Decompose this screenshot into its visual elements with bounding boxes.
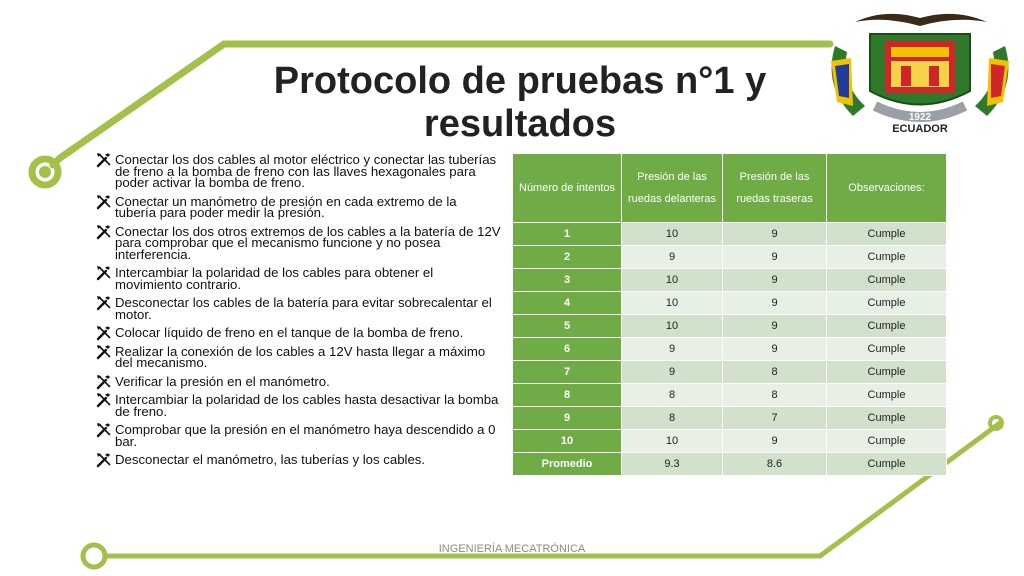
front-pressure-cell: 9 <box>622 338 723 361</box>
table-row <box>513 315 947 338</box>
attempt-number-cell: 1 <box>513 223 622 246</box>
attempt-number-cell: 10 <box>513 430 622 453</box>
procedure-step <box>96 424 501 447</box>
observation-cell: Cumple <box>827 315 947 338</box>
procedure-step-text: Conectar los dos otros extremos de los cables a la batería de 12V para comprobar que el mecanismo funcione y no posea interferencia. <box>115 223 501 262</box>
table-row <box>513 269 947 292</box>
rear-pressure-cell: 9 <box>723 223 827 246</box>
front-pressure-cell: 8 <box>622 384 723 407</box>
front-pressure-cell: 10 <box>622 223 723 246</box>
rear-pressure-cell: 8 <box>723 384 827 407</box>
tools-bullet-icon <box>96 325 112 341</box>
table-row <box>513 430 947 453</box>
column-header-rear-pressure: Presión de las ruedas traseras <box>723 154 827 223</box>
rear-pressure-cell: 7 <box>723 407 827 430</box>
front-pressure-cell: 8 <box>622 407 723 430</box>
observation-cell: Cumple <box>827 407 947 430</box>
front-pressure-cell: 9.3 <box>622 453 723 476</box>
observation-cell: Cumple <box>827 453 947 476</box>
table-row <box>513 338 947 361</box>
front-pressure-cell: 9 <box>622 246 723 269</box>
rear-pressure-cell: 9 <box>723 292 827 315</box>
rear-pressure-cell: 9 <box>723 430 827 453</box>
column-header-observations: Observaciones: <box>827 154 947 223</box>
procedure-step <box>96 343 501 370</box>
attempt-number-cell: 2 <box>513 246 622 269</box>
procedure-step <box>96 193 501 220</box>
results-table <box>512 153 947 476</box>
front-pressure-cell: 10 <box>622 292 723 315</box>
procedure-step-text: Conectar los dos cables al motor eléctrico y conectar las tuberías de freno a la bomba de freno con las llaves hexagonales para poder activar la bomba de freno. <box>115 152 497 190</box>
observation-cell: Cumple <box>827 338 947 361</box>
procedure-step-text: Intercambiar la polaridad de los cables hasta desactivar la bomba de freno. <box>115 392 499 419</box>
tools-bullet-icon <box>96 392 112 408</box>
attempt-number-cell: 4 <box>513 292 622 315</box>
attempt-number-cell: 7 <box>513 361 622 384</box>
tools-bullet-icon <box>96 344 112 360</box>
rear-pressure-cell: 9 <box>723 246 827 269</box>
table-row <box>513 361 947 384</box>
procedure-step <box>96 373 501 389</box>
rear-pressure-cell: 8 <box>723 361 827 384</box>
procedure-step <box>96 267 501 290</box>
tools-bullet-icon <box>96 374 112 390</box>
procedure-step-text: Comprobar que la presión en el manómetro haya descendido a 0 bar. <box>115 422 496 449</box>
table-header-row <box>513 154 947 223</box>
procedure-step-text: Realizar la conexión de los cables a 12V hasta llegar a máximo del mecanismo. <box>115 343 486 370</box>
attempt-number-cell: 9 <box>513 407 622 430</box>
table-row <box>513 292 947 315</box>
procedure-steps-list <box>96 154 501 473</box>
tools-bullet-icon <box>96 295 112 311</box>
crest-country: ECUADOR <box>892 123 948 135</box>
procedure-step-text: Desconectar el manómetro, las tuberías y los cables. <box>115 452 426 467</box>
tools-bullet-icon <box>96 452 112 468</box>
slide-title: Protocolo de pruebas n°1 y resultados <box>273 60 767 145</box>
attempt-number-cell: 3 <box>513 269 622 292</box>
attempt-number-cell: 8 <box>513 384 622 407</box>
crest-year: 1922 <box>908 112 932 123</box>
rear-pressure-cell: 9 <box>723 315 827 338</box>
tools-bullet-icon <box>96 265 112 281</box>
procedure-step <box>96 394 501 417</box>
procedure-step-text: Verificar la presión en el manómetro. <box>115 373 330 389</box>
rear-pressure-cell: 8.6 <box>723 453 827 476</box>
observation-cell: Cumple <box>827 430 947 453</box>
attempt-number-cell: 5 <box>513 315 622 338</box>
procedure-step <box>96 223 501 262</box>
table-row <box>513 384 947 407</box>
observation-cell: Cumple <box>827 246 947 269</box>
tools-bullet-icon <box>96 194 112 210</box>
tools-bullet-icon <box>96 422 112 438</box>
procedure-step-text: Colocar líquido de freno en el tanque de la bomba de freno. <box>115 325 464 340</box>
summary-label-cell: Promedio <box>513 453 622 476</box>
procedure-step <box>96 154 501 189</box>
procedure-step <box>96 454 501 466</box>
procedure-step-text: Intercambiar la polaridad de los cables para obtener el movimiento contrario. <box>115 265 434 292</box>
observation-cell: Cumple <box>827 384 947 407</box>
observation-cell: Cumple <box>827 361 947 384</box>
rear-pressure-cell: 9 <box>723 269 827 292</box>
procedure-step <box>96 327 501 339</box>
footer-text: INGENIERÍA MECATRÓNICA <box>438 543 586 555</box>
observation-cell: Cumple <box>827 292 947 315</box>
table-row <box>513 246 947 269</box>
attempt-number-cell: 6 <box>513 338 622 361</box>
procedure-step-text: Conectar un manómetro de presión en cada extremo de la tubería para poder medir la presión. <box>115 193 457 220</box>
procedure-step <box>96 297 501 320</box>
front-pressure-cell: 10 <box>622 269 723 292</box>
front-pressure-cell: 10 <box>622 430 723 453</box>
tools-bullet-icon <box>96 152 112 168</box>
observation-cell: Cumple <box>827 223 947 246</box>
column-header-attempts: Número de intentos <box>513 154 622 223</box>
table-row <box>513 223 947 246</box>
front-pressure-cell: 9 <box>622 361 723 384</box>
table-row <box>513 407 947 430</box>
procedure-step-text: Desconectar los cables de la batería para evitar sobrecalentar el motor. <box>115 295 492 322</box>
tools-bullet-icon <box>96 224 112 240</box>
table-summary-row <box>513 453 947 476</box>
observation-cell: Cumple <box>827 269 947 292</box>
front-pressure-cell: 10 <box>622 315 723 338</box>
coat-of-arms-logo <box>815 6 1024 136</box>
rear-pressure-cell: 9 <box>723 338 827 361</box>
column-header-front-pressure: Presión de las ruedas delanteras <box>622 154 723 223</box>
